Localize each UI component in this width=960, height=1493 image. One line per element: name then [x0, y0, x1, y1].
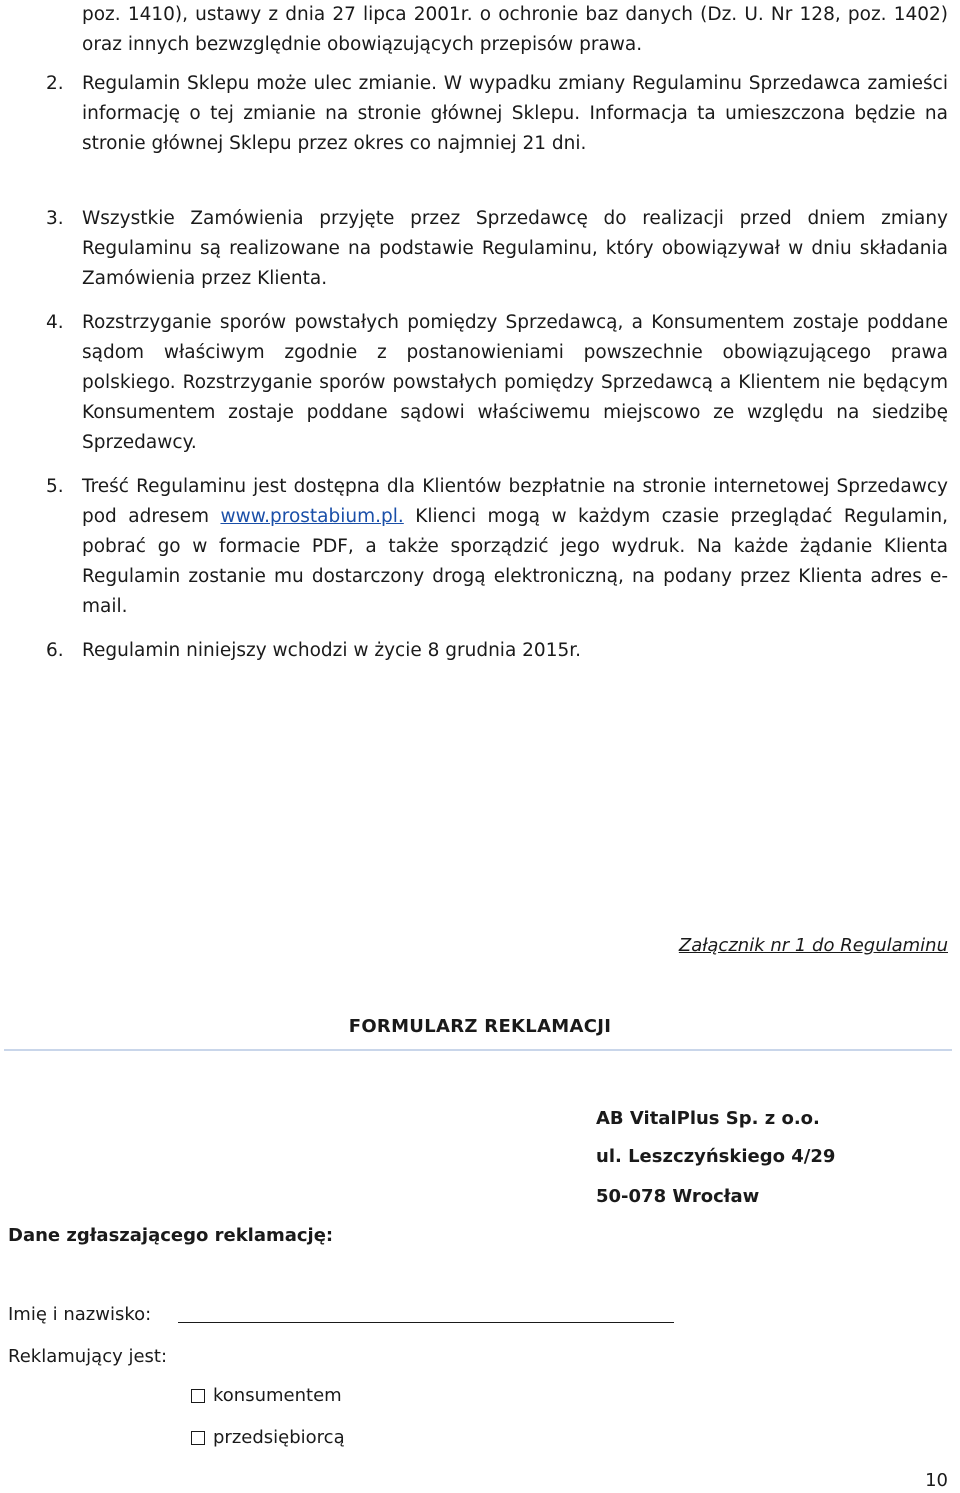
continuation-paragraph: poz. 1410), ustawy z dnia 27 lipca 2001r. o ochronie baz danych (Dz. U. Nr 128, poz. 1402) oraz innych bezwzględnie obowiązujących przepisów prawa.	[82, 4, 948, 55]
annex-heading: Załącznik nr 1 do Regulaminu	[678, 935, 948, 956]
name-field[interactable]	[178, 1322, 674, 1323]
option-entrepreneur[interactable]	[191, 1427, 345, 1448]
claimant-label: Reklamujący jest:	[8, 1346, 168, 1367]
company-street: ul. Leszczyńskiego 4/29	[596, 1146, 836, 1167]
form-title: FORMULARZ REKLAMACJI	[348, 1016, 612, 1037]
company-city: 50-078 Wrocław	[596, 1186, 760, 1207]
reporter-label: Dane zgłaszającego reklamację:	[8, 1225, 334, 1246]
website-link[interactable]: www.prostabium.pl.	[220, 506, 404, 527]
option-label: konsumentem	[213, 1385, 342, 1406]
item-text-before-link: Treść Regulaminu jest dostępna dla Klientów bezpłatnie na stronie internetowej Sprzedawcy pod adresem	[82, 476, 948, 527]
item-text: Regulamin Sklepu może ulec zmianie. W wypadku zmiany Regulaminu Sprzedawca zamieści informację o tej zmianie na stronie głównej Sklepu. Informacja ta umieszczona będzie na stronie głównej Sklepu przez okres co najmniej 21 dni.	[82, 73, 948, 154]
page-number: 10	[925, 1470, 948, 1491]
item-text-after-link: Klienci mogą w każdym czasie przeglądać Regulamin, pobrać go w formacie PDF, a także sporządzić jego wydruk. Na każde żądanie Klienta Regulamin zostanie mu dostarczony drogą elektroniczną, na podany przez Klienta adres e-mail.	[82, 506, 948, 617]
checkbox-icon[interactable]	[191, 1389, 205, 1403]
option-label: przedsiębiorcą	[213, 1427, 345, 1448]
item-text: Wszystkie Zamówienia przyjęte przez Sprzedawcę do realizacji przed dniem zmiany Regulaminu są realizowane na podstawie Regulaminu, który obowiązywał w dniu składania Zamówienia przez Klienta.	[82, 208, 948, 289]
item-number: 5.	[46, 476, 64, 497]
item-number: 2.	[46, 73, 64, 94]
item-text: Rozstrzyganie sporów powstałych pomiędzy Sprzedawcą, a Konsumentem zostaje poddane sądom właściwym zgodnie z postanowieniami powszechnie obowiązującego prawa polskiego. Rozstrzyganie sporów powstałych pomiędzy Sprzedawcą a Klientem nie będącym Konsumentem zostaje poddane sądowi właściwemu miejscowo ze względu na siedzibę Sprzedawcy.	[82, 312, 948, 453]
checkbox-icon[interactable]	[191, 1431, 205, 1445]
company-name: AB VitalPlus Sp. z o.o.	[596, 1108, 820, 1129]
item-number: 6.	[46, 640, 64, 661]
title-divider	[4, 1049, 952, 1051]
item-number: 3.	[46, 208, 64, 229]
item-text	[82, 472, 948, 622]
item-text: Regulamin niniejszy wchodzi w życie 8 grudnia 2015r.	[82, 640, 582, 661]
item-number: 4.	[46, 312, 64, 333]
name-label: Imię i nazwisko:	[8, 1304, 152, 1325]
option-consumer[interactable]	[191, 1385, 342, 1406]
